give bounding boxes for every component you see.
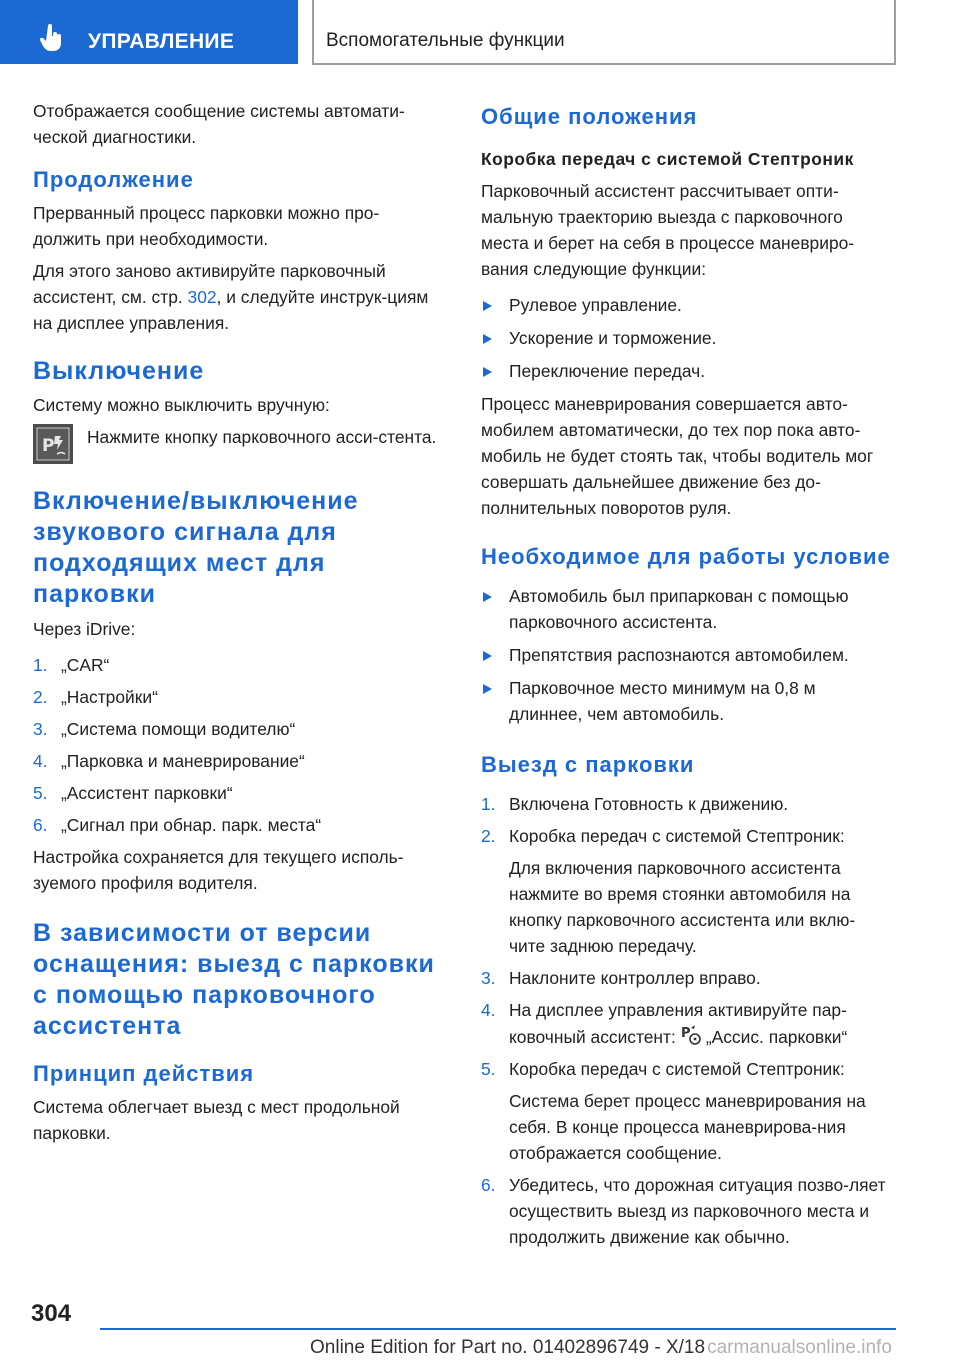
list-item: Рулевое управление. (481, 292, 891, 318)
conditions-heading: Необходимое для работы условие (481, 544, 891, 569)
list-item: 4. На дисплее управления активируйте пар-ковочный ассистент: P „Ассис. парковки“ (481, 1000, 848, 1047)
continue-heading: Продолжение (33, 167, 194, 192)
general-subheading: Коробка передач с системой Стептроник (481, 149, 854, 169)
principle-paragraph: Система облегчает выезд с мест продольной парковки. (33, 1097, 400, 1143)
sound-steps-list (33, 652, 443, 838)
page-number: 304 (31, 1300, 72, 1327)
bullet-triangle-icon (483, 592, 492, 602)
header-divider-left (312, 0, 314, 64)
bullet-triangle-icon (483, 684, 492, 694)
bullet-triangle-icon (483, 301, 492, 311)
list-item: Автомобиль был припаркован с помощью парковочного ассистента. (481, 583, 891, 635)
header-section-title: Вспомогательные функции (326, 30, 565, 51)
right-column (481, 98, 891, 1256)
page-link-302[interactable]: 302 (187, 287, 217, 307)
list-item: Парковочное место минимум на 0,8 м длиннее, чем автомобиль. (481, 675, 891, 727)
svg-text:P: P (680, 1026, 691, 1041)
list-item: 6. „Сигнал при обнар. парк. места“ (33, 815, 322, 835)
continue-paragraph-2: Для этого заново активируйте парковочный ассистент, см. стр. 302, и следуйте инструк-циям на дисплее управления. (33, 261, 429, 333)
list-item: 3. „Система помощи водителю“ (33, 719, 296, 739)
footer-watermark: carmanualsonline.info (707, 1337, 892, 1358)
list-item: 5. „Ассистент парковки“ (33, 783, 233, 803)
bullet-triangle-icon (483, 334, 492, 344)
general-paragraph-1: Парковочный ассистент рассчитывает опти-мальную траекторию выезда с парковочного места и берет на себя в процессе маневриро-вания следующие функции: (481, 181, 855, 279)
sound-via: Через iDrive: (33, 619, 136, 639)
header-underline (312, 63, 896, 65)
sound-saved-note: Настройка сохраняется для текущего исполь-зуемого профиля водителя. (33, 847, 404, 893)
sound-heading: Включение/выключение звукового сигнала для подходящих мест для парковки (33, 487, 359, 608)
park-assist-button-icon (33, 424, 73, 464)
list-item: 1. „CAR“ (33, 655, 110, 675)
off-heading: Выключение (33, 357, 205, 385)
list-item: 2. „Настройки“ (33, 687, 158, 707)
off-paragraph: Систему можно выключить вручную: (33, 395, 330, 415)
list-item: 4. „Парковка и маневрирование“ (33, 751, 305, 771)
leave-heading: Выезд с парковки (481, 752, 695, 777)
off-icon-row (33, 424, 443, 464)
header-divider-right (894, 0, 896, 65)
list-item: 5. Коробка передач с системой Стептроник: Система берет процесс маневрирования на себя. В конце процесса маневрирова-ния отображается сообщение. (481, 1059, 866, 1163)
park-assist-icon (680, 1023, 702, 1047)
off-icon-text: Нажмите кнопку парковочного асси-стента. (87, 427, 437, 447)
footer-edition: Online Edition for Part no. 01402896749 - X/18 carmanualsonline.info (310, 1337, 892, 1358)
principle-heading: Принцип действия (33, 1061, 255, 1086)
hand-touch-icon (40, 24, 64, 52)
list-item: 1. Включена Готовность к движению. (481, 794, 789, 814)
list-item: Переключение передач. (481, 358, 891, 384)
conditions-bullets (481, 583, 891, 727)
general-heading: Общие положения (481, 104, 698, 129)
header-section-tab (0, 0, 298, 64)
bullet-triangle-icon (483, 367, 492, 377)
svg-text:P: P (42, 436, 55, 456)
intro-paragraph: Отображается сообщение системы автомати-ческой диагностики. (33, 101, 405, 147)
bullet-triangle-icon (483, 651, 492, 661)
general-paragraph-2: Процесс маневрирования совершается авто-мобилем автоматически, до тех пор пока авто-мобиль не будет стоять так, чтобы водитель мог совершать дальнейшее движение без до-полнительных поворотов руля. (481, 394, 874, 518)
list-item: 3. Наклоните контроллер вправо. (481, 968, 761, 988)
list-item: Ускорение и торможение. (481, 325, 891, 351)
left-column (33, 98, 443, 1152)
list-item: 2. Коробка передач с системой Стептроник: Для включения парковочного ассистента нажмите во время стоянки автомобиля на кнопку парковочного ассистента или вклю-чите заднюю передачу. (481, 826, 856, 956)
general-bullets (481, 292, 891, 384)
continue-paragraph-1: Прерванный процесс парковки можно про-должить при необходимости. (33, 203, 380, 249)
list-item: 6. Убедитесь, что дорожная ситуация позво-ляет осуществить выезд из парковочного места и продолжить движение как обычно. (481, 1175, 886, 1247)
header-tab-label: УПРАВЛЕНИЕ (88, 30, 235, 53)
exit-heading: В зависимости от версии оснащения: выезд с парковки с помощью парковочного ассистента (33, 919, 435, 1040)
leave-steps-list (481, 791, 891, 1250)
list-item: Препятствия распознаются автомобилем. (481, 642, 891, 668)
footer-rule (100, 1328, 896, 1330)
